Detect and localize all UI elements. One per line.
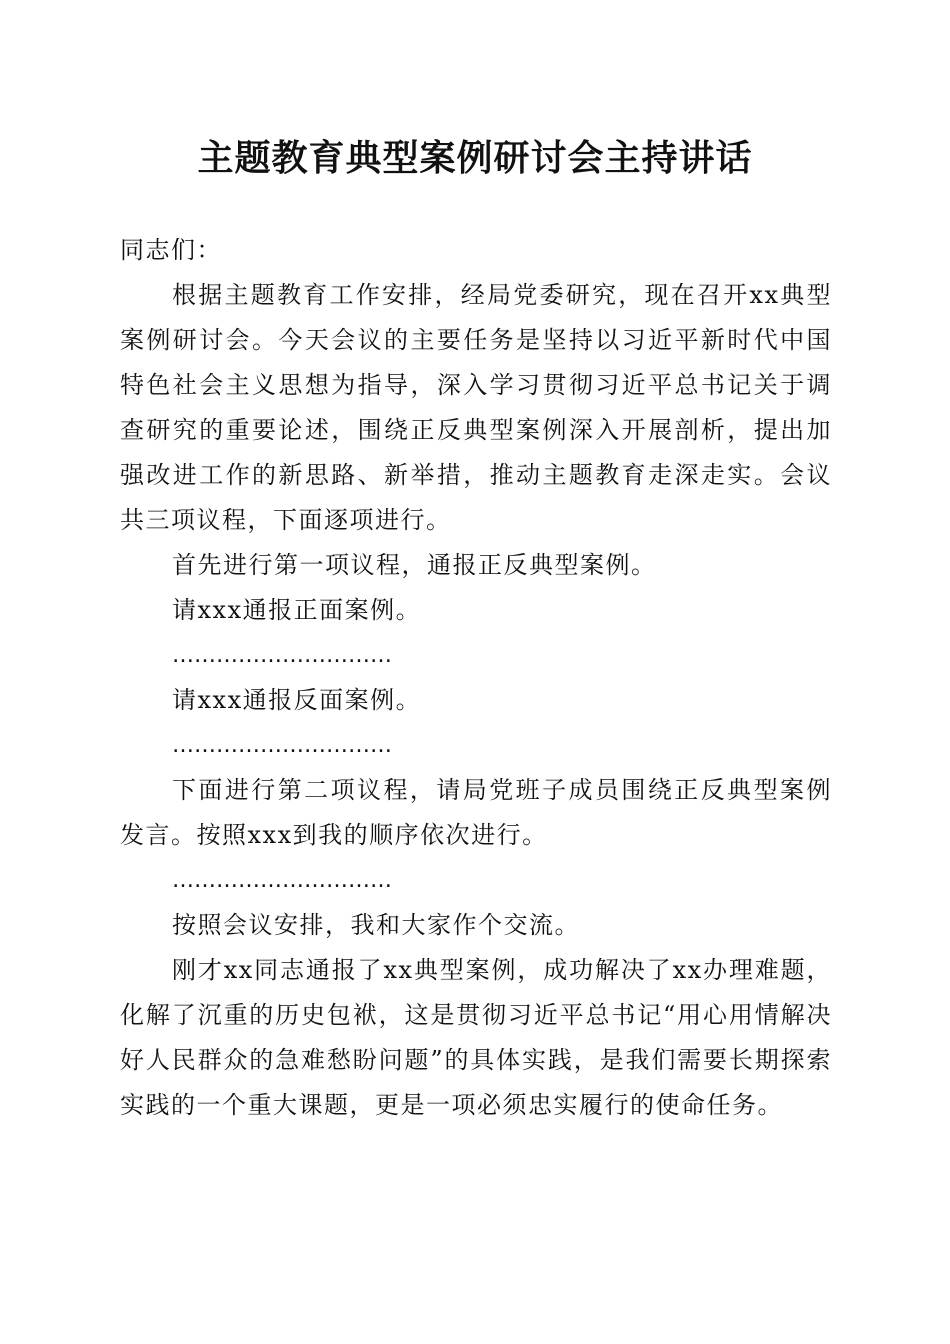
document-body bbox=[120, 228, 832, 1128]
paragraph-agenda-one: 首先进行第一项议程，通报正反典型案例。 bbox=[172, 551, 657, 579]
paragraph-exchange: 按照会议安排，我和大家作个交流。 bbox=[172, 911, 580, 939]
document-title: 主题教育典型案例研讨会主持讲话 bbox=[197, 137, 753, 179]
ellipsis-line: ………………………… bbox=[172, 643, 392, 668]
salutation: 同志们： bbox=[120, 236, 222, 264]
paragraph-intro: 根据主题教育工作安排，经局党委研究，现在召开xx典型案例研讨会。今天会议的主要任务是坚持以习近平新时代中国特色社会主义思想为指导，深入学习贯彻习近平总书记关于调查研究的重要论述，围绕正反典型案例深入开展剖析，提出加强改进工作的新思路、新举措，推动主题教育走深走实。会议共三项议程，下面逐项进行。 bbox=[120, 281, 832, 534]
paragraph-agenda-two: 下面进行第二项议程，请局党班子成员围绕正反典型案例发言。按照xxx到我的顺序依次进行。 bbox=[120, 776, 832, 849]
paragraph-remarks: 刚才xx同志通报了xx典型案例，成功解决了xx办理难题，化解了沉重的历史包袱，这是贯彻习近平总书记“用心用情解决好人民群众的急难愁盼问题”的具体实践，是我们需要长期探索实践的一个重大课题，更是一项必须忠实履行的使命任务。 bbox=[120, 956, 832, 1119]
paragraph-positive-case: 请xxx通报正面案例。 bbox=[172, 596, 422, 624]
ellipsis-line: ………………………… bbox=[172, 733, 392, 758]
ellipsis-line: ………………………… bbox=[172, 868, 392, 893]
paragraph-negative-case: 请xxx通报反面案例。 bbox=[172, 686, 422, 714]
